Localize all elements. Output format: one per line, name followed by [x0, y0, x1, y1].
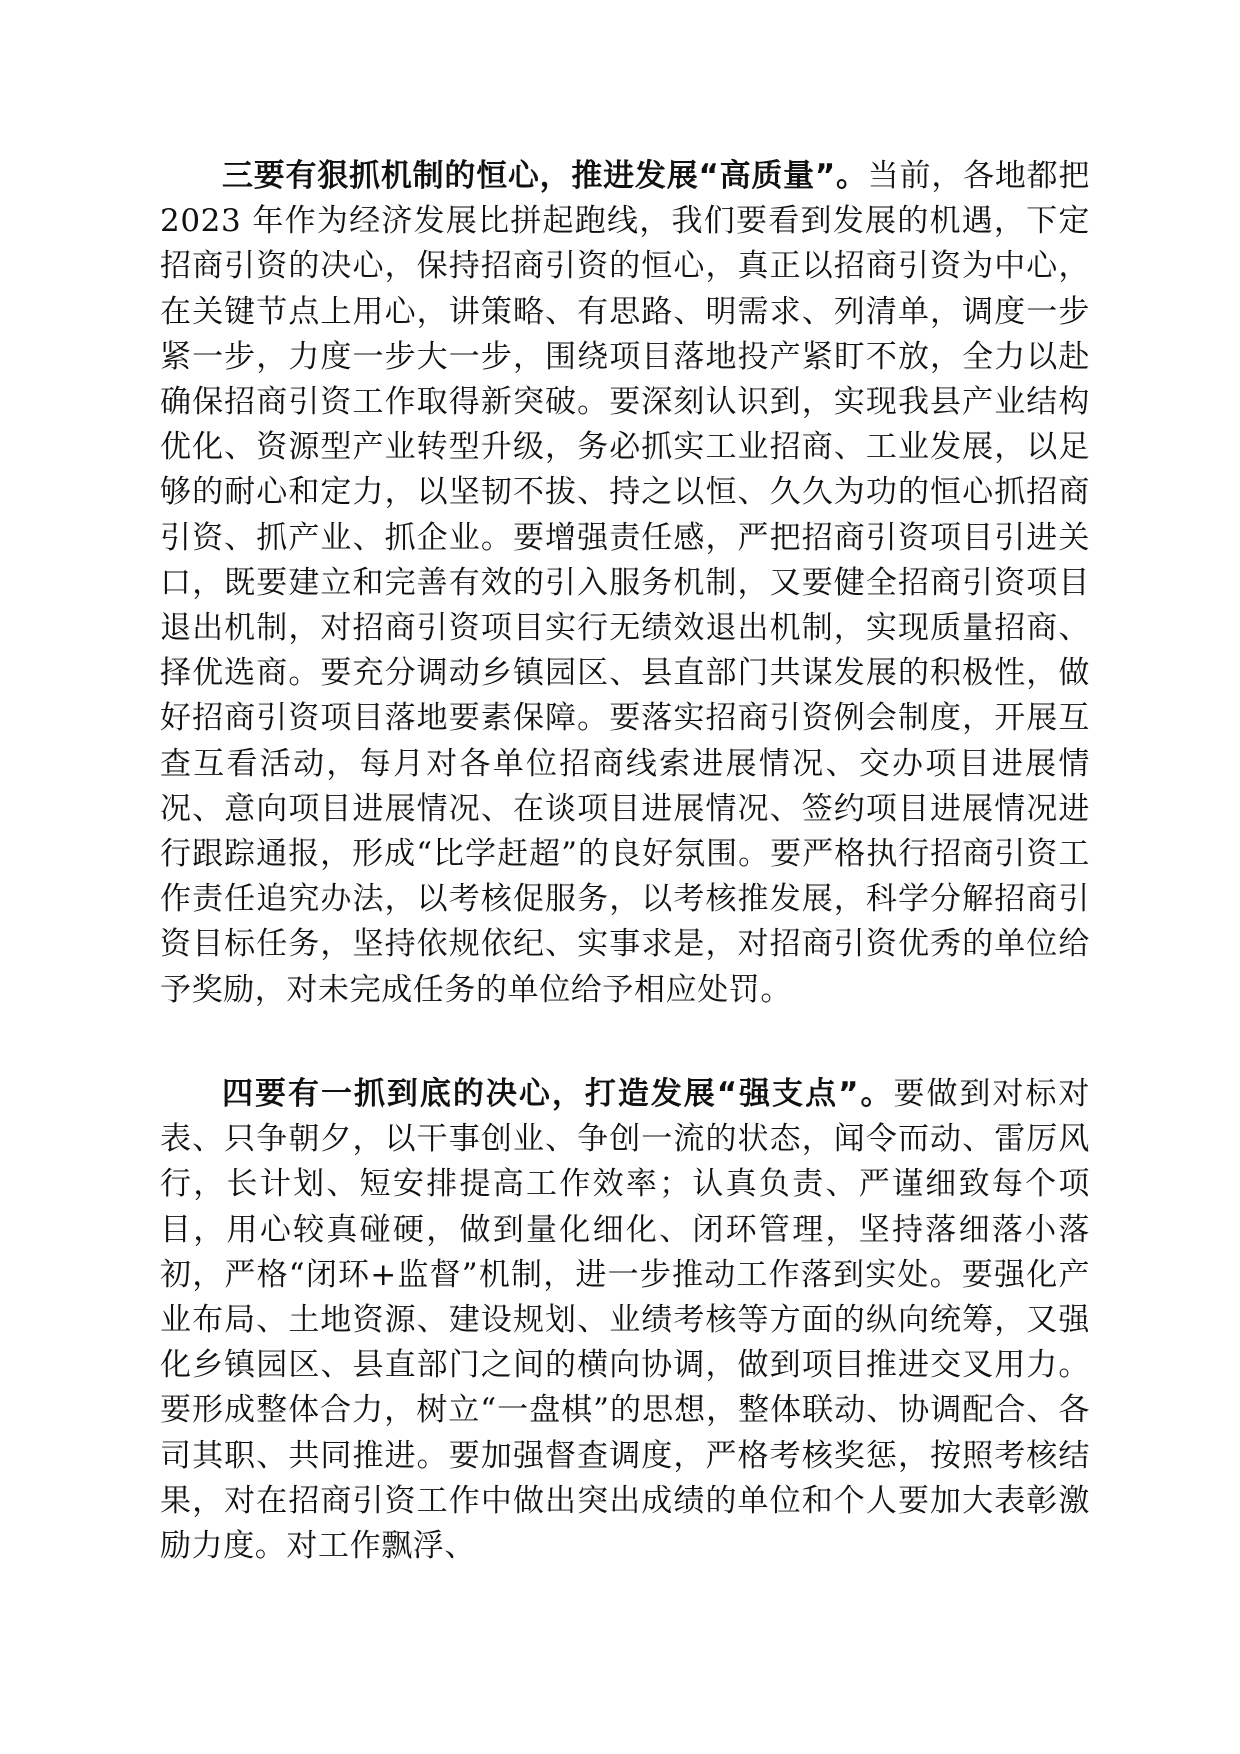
paragraph-2-text: 要做到对标对表、只争朝夕，以干事创业、争创一流的状态，闻令而动、雷厉风行，长计划、短安排提高工作效率；认真负责、严谨细致每个项目，用心较真碰硬，做到量化细化、闭环管理，坚持落细落小落初，严格“闭环+监督”机制，进一步推动工作落到实处。要强化产业布局、土地资源、建设规划、业绩考核等方面的纵向统筹，又强化乡镇园区、县直部门之间的横向协调，做到项目推进交叉用力。要形成整体合力，树立“一盘棋”的思想，整体联动、协调配合、各司其职、共同推进。要加强督查调度，严格考核奖惩，按照考核结果，对在招商引资工作中做出突出成绩的单位和个人要加大表彰激励力度。对工作飘浮、 [160, 1076, 1090, 1565]
paragraph-2-heading: 四要有一抓到底的决心，打造发展“强支点”。 [222, 1076, 894, 1112]
paragraph-1 [160, 154, 1090, 1013]
paragraph-1-text: 当前，各地都把 2023 年作为经济发展比拼起跑线，我们要看到发展的机遇，下定招商引资的决心，保持招商引资的恒心，真正以招商引资为中心，在关键节点上用心，讲策略、有思路、明需求、列清单，调度一步紧一步，力度一步大一步，围绕项目落地投产紧盯不放，全力以赴确保招商引资工作取得新突破。要深刻认识到，实现我县产业结构优化、资源型产业转型升级，务必抓实工业招商、工业发展，以足够的耐心和定力，以坚韧不拔、持之以恒、久久为功的恒心抓招商引资、抓产业、抓企业。要增强责任感，严把招商引资项目引进关口，既要建立和完善有效的引入服务机制，又要健全招商引资项目退出机制，对招商引资项目实行无绩效退出机制，实现质量招商、择优选商。要充分调动乡镇园区、县直部门共谋发展的积极性，做好招商引资项目落地要素保障。要落实招商引资例会制度，开展互查互看活动，每月对各单位招商线索进展情况、交办项目进展情况、意向项目进展情况、在谈项目进展情况、签约项目进展情况进行跟踪通报，形成“比学赶超”的良好氛围。要严格执行招商引资工作责任追究办法，以考核促服务，以考核推发展，科学分解招商引资目标任务，坚持依规依纪、实事求是，对招商引资优秀的单位给予奖励，对未完成任务的单位给予相应处罚。 [160, 158, 1090, 1008]
paragraph-1-heading: 三要有狠抓机制的恒心，推进发展“高质量”。 [222, 158, 868, 194]
paragraph-2 [160, 1072, 1090, 1569]
